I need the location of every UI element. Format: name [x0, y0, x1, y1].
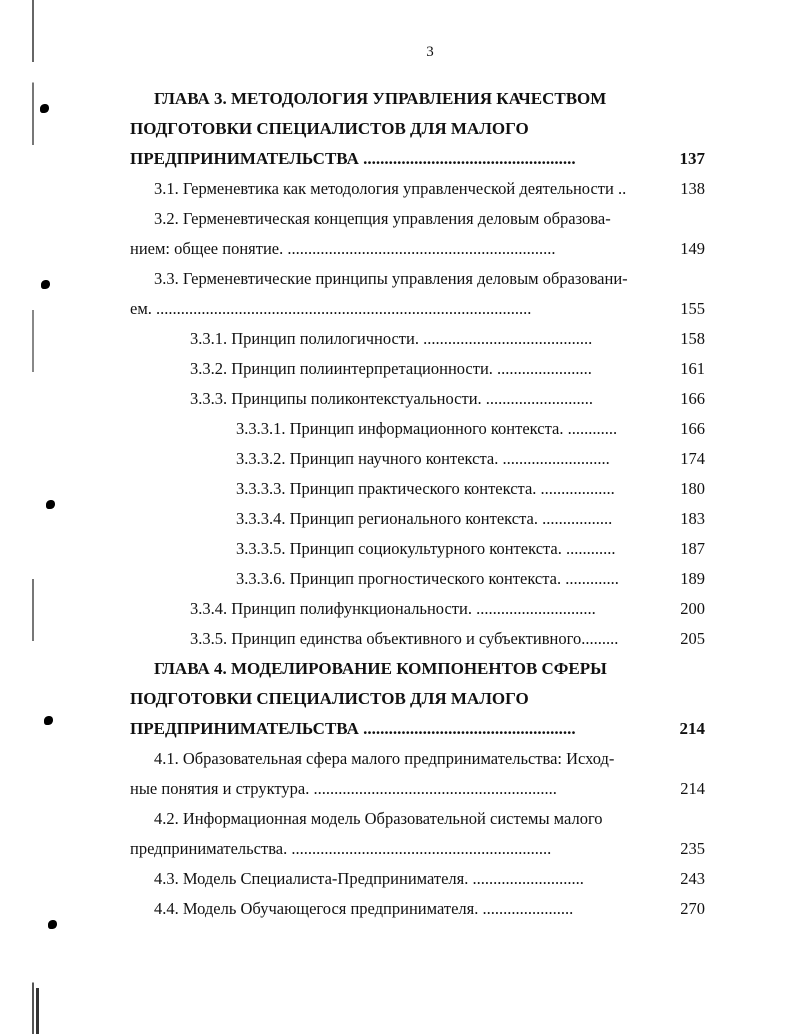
toc-line: ГЛАВА 3. МЕТОДОЛОГИЯ УПРАВЛЕНИЯ КАЧЕСТВОМ [154, 89, 607, 108]
toc-line: ГЛАВА 4. МОДЕЛИРОВАНИЕ КОМПОНЕНТОВ СФЕРЫ [154, 659, 607, 678]
toc-line: предпринимательства. ............................................................... 235 [130, 839, 705, 858]
toc-line: 3.3.4. Принцип полифункциональности. ............................. 200 [190, 599, 705, 618]
toc-line: 3.3. Герменевтические принципы управления деловым образовани- [154, 269, 628, 288]
toc-line: 4.4. Модель Обучающегося предпринимателя. ...................... 270 [154, 899, 705, 918]
scan-edge-mark [36, 988, 39, 1034]
toc-line: 3.3.3.4. Принцип регионального контекста. ................. 183 [236, 509, 705, 528]
toc-line: ПРЕДПРИНИМАТЕЛЬСТВА .................................................. 137 [130, 149, 705, 168]
toc-line: 3.1. Герменевтика как методология управленческой деятельности .. 138 [154, 179, 705, 198]
toc-line: ПОДГОТОВКИ СПЕЦИАЛИСТОВ ДЛЯ МАЛОГО [130, 119, 529, 138]
toc-line: 3.3.3. Принципы поликонтекстуальности. .......................... 166 [190, 389, 705, 408]
toc-line: 3.3.3.2. Принцип научного контекста. .......................... 174 [236, 449, 705, 468]
toc-line: 4.3. Модель Специалиста-Предпринимателя. ........................... 243 [154, 869, 705, 888]
toc-line: 4.2. Информационная модель Образовательной системы малого [154, 809, 603, 828]
toc-line: 3.3.3.6. Принцип прогностического контекста. ............. 189 [236, 569, 705, 588]
toc-line: 3.3.2. Принцип полиинтерпретационности. ....................... 161 [190, 359, 705, 378]
toc-line: 3.2. Герменевтическая концепция управления деловым образова- [154, 209, 611, 228]
toc-line: 3.3.1. Принцип полилогичности. ......................................... 158 [190, 329, 705, 348]
toc-line: ПРЕДПРИНИМАТЕЛЬСТВА .................................................. 214 [130, 719, 705, 738]
toc-line: ПОДГОТОВКИ СПЕЦИАЛИСТОВ ДЛЯ МАЛОГО [130, 689, 529, 708]
toc-line: ные понятия и структура. ........................................................... 214 [130, 779, 705, 798]
toc-line: 4.1. Образовательная сфера малого предпринимательства: Исход- [154, 749, 615, 768]
toc-line: ем. ........................................................................................... 155 [130, 299, 705, 318]
toc-line: нием: общее понятие. ................................................................. 149 [130, 239, 705, 258]
toc-line: 3.3.3.1. Принцип информационного контекста. ............ 166 [236, 419, 705, 438]
toc-line: 3.3.5. Принцип единства объективного и субъективного......... 205 [190, 629, 705, 648]
page-number: 3 [426, 44, 434, 60]
toc-line: 3.3.3.3. Принцип практического контекста. .................. 180 [236, 479, 705, 498]
toc-line: 3.3.3.5. Принцип социокультурного контекста. ............ 187 [236, 539, 705, 558]
